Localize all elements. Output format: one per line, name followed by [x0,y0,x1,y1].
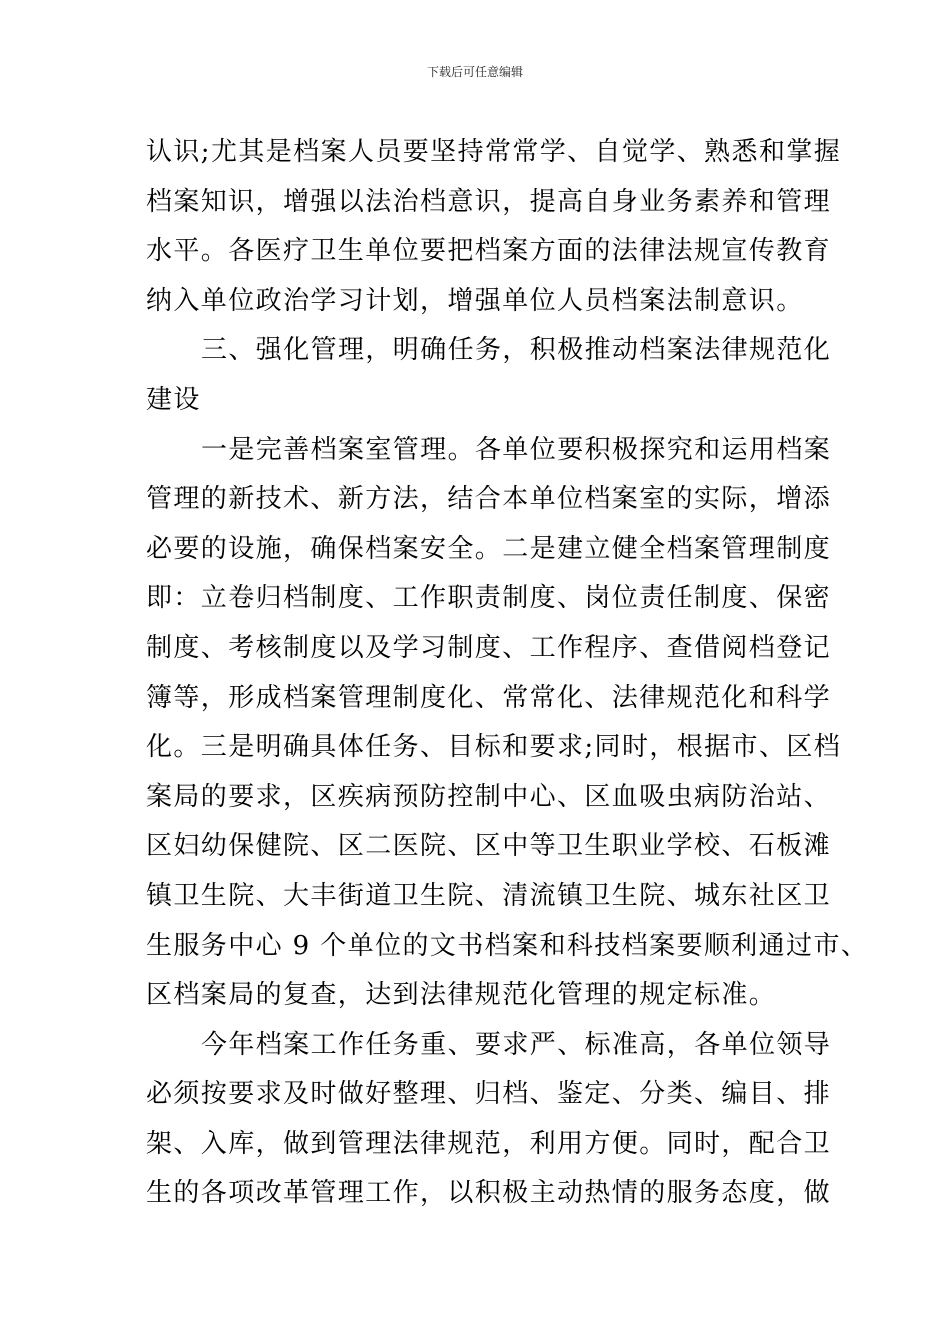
text-line: 案局的要求，区疾病预防控制中心、区血吸虫病防治站、 [146,781,832,812]
text-line: 制度、考核制度以及学习制度、工作程序、查借阅档登记 [146,632,832,663]
document-body [146,128,869,1219]
section-heading-continued: 建设 [146,384,201,415]
text-line: 认识;尤其是档案人员要坚持常常学、自觉学、熟悉和掌握 [146,137,842,167]
text-line: 档案知识，增强以法治档意识，提高自身业务素养和管理 [146,186,832,217]
text-line: 纳入单位政治学习计划，增强单位人员档案法制意识。 [146,285,804,316]
text-line: 区档案局的复查，达到法律规范化管理的规定标准。 [146,980,777,1011]
section-heading: 三、强化管理，明确任务，积极推动档案法律规范化 [201,335,832,366]
text-line: 簿等，形成档案管理制度化、常常化、法律规范化和科学 [146,682,832,713]
text-line: 生服务中心 9 个单位的文书档案和科技档案要顺利通过市、 [146,930,869,961]
text-line: 必须按要求及时做好整理、归档、鉴定、分类、编目、排 [146,1079,832,1110]
text-line: 水平。各医疗卫生单位要把档案方面的法律法规宣传教育 [146,236,832,267]
page-header: 下载后可任意编辑 [426,65,523,79]
text-line: 即：立卷归档制度、工作职责制度、岗位责任制度、保密 [146,583,832,614]
text-line: 今年档案工作任务重、要求严、标准高，各单位领导 [201,1029,832,1060]
text-line: 一是完善档案室管理。各单位要积极探究和运用档案 [201,434,832,465]
text-line: 化。三是明确具体任务、目标和要求;同时，根据市、区档 [146,732,842,763]
text-line: 区妇幼保健院、区二医院、区中等卫生职业学校、石板滩 [146,831,832,862]
text-line: 生的各项改革管理工作，以积极主动热情的服务态度，做 [146,1178,832,1209]
text-line: 镇卫生院、大丰街道卫生院、清流镇卫生院、城东社区卫 [146,880,832,911]
text-line: 管理的新技术、新方法，结合本单位档案室的实际，增添 [146,484,832,515]
text-line: 必要的设施，确保档案安全。二是建立健全档案管理制度 [146,533,832,564]
text-line: 架、入库，做到管理法律规范，利用方便。同时，配合卫 [146,1128,832,1159]
